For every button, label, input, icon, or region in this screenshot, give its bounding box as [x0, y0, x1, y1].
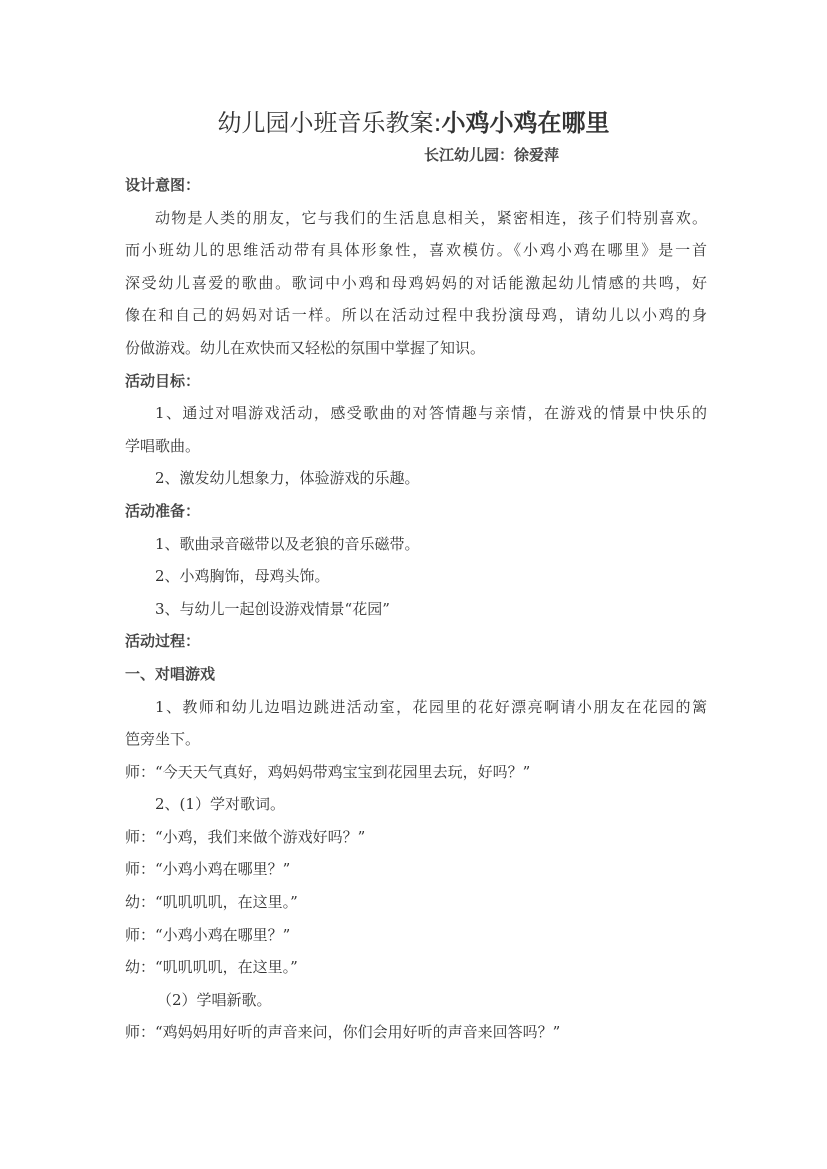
section-heading: 活动准备：	[125, 501, 201, 520]
paragraph-line: 2、小鸡胸饰，母鸡头饰。	[155, 567, 330, 586]
paragraph-line: 笆旁坐下。	[125, 730, 201, 749]
paragraph-line: 1、歌曲录音磁带以及老狼的音乐磁带。	[155, 534, 420, 553]
author-line: 长江幼儿园：徐爱萍	[424, 146, 560, 164]
paragraph-line: 学唱歌曲。	[125, 436, 201, 455]
section-heading: 一、对唱游戏	[125, 664, 216, 683]
paragraph-line: 份做游戏。幼儿在欢快而又轻松的氛围中掌握了知识。	[125, 338, 486, 357]
paragraph-line: 幼：“叽叽叽叽，在这里。”	[125, 893, 298, 912]
paragraph-line: 深受幼儿喜爱的歌曲。歌词中小鸡和母鸡妈妈的对话能激起幼儿情感的共鸣，好	[125, 273, 707, 292]
paragraph-line: 师：“小鸡小鸡在哪里？”	[125, 860, 291, 879]
document-title	[0, 106, 827, 140]
section-heading: 设计意图：	[125, 176, 201, 194]
paragraph-line: 而小班幼儿的思维活动带有具体形象性，喜欢模仿。《小鸡小鸡在哪里》是一首	[125, 241, 707, 260]
paragraph-line: 2、(1）学对歌词。	[155, 795, 285, 814]
paragraph-line: 师：“小鸡，我们来做个游戏好吗？”	[125, 827, 366, 846]
section-heading: 活动过程：	[125, 632, 201, 651]
paragraph-line: 师：“今天天气真好，鸡妈妈带鸡宝宝到花园里去玩，好吗？”	[125, 762, 531, 781]
paragraph-line: 像在和自己的妈妈对话一样。所以在活动过程中我扮演母鸡，请幼儿以小鸡的身	[125, 306, 707, 325]
paragraph-line: 1、通过对唱游戏活动，感受歌曲的对答情趣与亲情，在游戏的情景中快乐的	[155, 404, 707, 423]
section-heading: 活动目标：	[125, 371, 201, 390]
paragraph-line: 1、教师和幼儿边唱边跳进活动室，花园里的花好漂亮啊请小朋友在花园的篱	[155, 697, 707, 716]
paragraph-line: 3、与幼儿一起创设游戏情景“花园”	[155, 599, 390, 618]
paragraph-line: 师：“小鸡小鸡在哪里？”	[125, 925, 291, 944]
paragraph-line: 幼：“叽叽叽叽，在这里。”	[125, 958, 298, 977]
document-body	[125, 169, 707, 1049]
paragraph-line: （2）学唱新歌。	[157, 990, 272, 1009]
title-song-name: 小鸡小鸡在哪里	[441, 109, 610, 137]
paragraph-line: 师：“鸡妈妈用好听的声音来问，你们会用好听的声音来回答吗？”	[125, 1023, 561, 1042]
title-prefix: 幼儿园小班音乐教案:	[217, 109, 442, 137]
paragraph-line: 2、激发幼儿想象力，体验游戏的乐趣。	[155, 469, 420, 488]
paragraph-line: 动物是人类的朋友，它与我们的生活息息相关，紧密相连，孩子们特别喜欢。	[155, 208, 707, 227]
